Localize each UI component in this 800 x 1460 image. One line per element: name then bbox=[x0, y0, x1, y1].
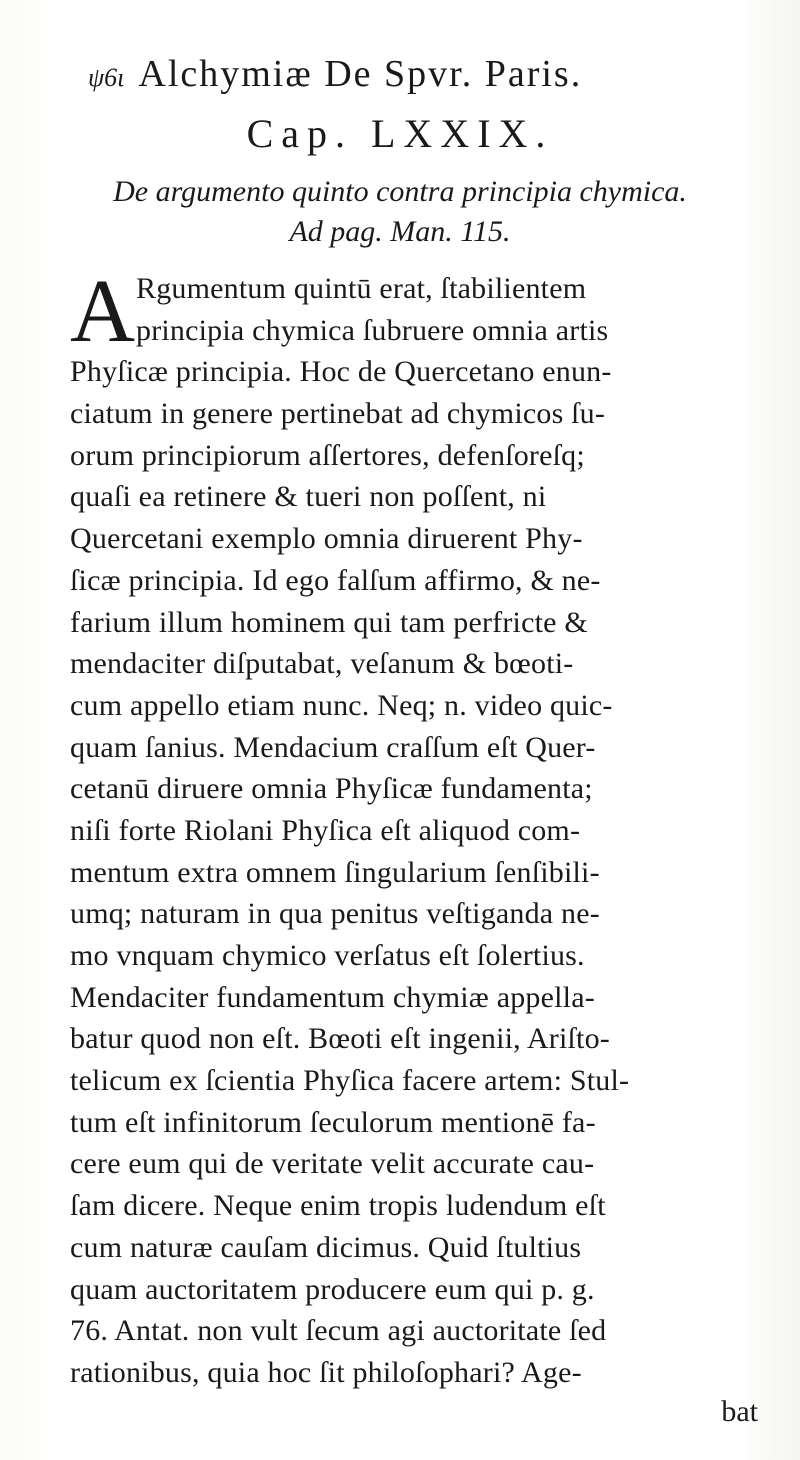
page-number: ψ6ι bbox=[88, 63, 125, 92]
text-line: tum eſt infinitorum ſeculorum mentionē fa- bbox=[70, 1105, 596, 1139]
text-line: cere eum qui de veritate velit accurate cau- bbox=[70, 1147, 595, 1181]
text-line: rationibus, quia hoc ſit philoſophari? Age- bbox=[70, 1355, 582, 1389]
body-text bbox=[70, 262, 790, 1394]
text-line: orum principiorum aſſertores, defenſoreſq; bbox=[70, 438, 585, 472]
subtitle-line-1: De argumento quinto contra principia chymica. bbox=[113, 175, 687, 208]
text-line: telicum ex ſcientia Phyſica facere artem: Stul- bbox=[70, 1064, 630, 1098]
text-line: farium illum hominem qui tam perfricte & bbox=[70, 605, 588, 639]
text-line: quam ſanius. Mendacium craſſum eſt Quer- bbox=[70, 730, 596, 764]
text-line: 76. Antat. non vult ſecum agi auctoritate ſed bbox=[70, 1314, 607, 1348]
text-line: mo vnquam chymico verſatus eſt ſolertius. bbox=[70, 939, 585, 972]
subtitle-line-2: Ad pag. Man. 115. bbox=[289, 215, 511, 248]
running-head bbox=[88, 52, 768, 96]
text-line: Mendaciter fundamentum chymiæ appella- bbox=[70, 980, 595, 1014]
text-line: ſam dicere. Neque enim tropis ludendum eſt bbox=[70, 1189, 606, 1223]
text-line: batur quod non eſt. Bœoti eſt ingenii, Ariſto- bbox=[70, 1022, 610, 1056]
text-line: ſicæ principia. Id ego falſum affirmo, & ne- bbox=[70, 563, 601, 597]
text-line: Phyſicæ principia. Hoc de Quercetano enun- bbox=[70, 355, 612, 389]
text-line: niſi forte Riolani Phyſica eſt aliquod com- bbox=[70, 813, 581, 847]
drop-cap: A bbox=[70, 262, 135, 361]
text-line: quaſi ea retinere & tueri non poſſent, ni bbox=[70, 480, 547, 514]
text-line: ciatum in genere pertinebat ad chymicos ſu- bbox=[70, 397, 606, 431]
text-line: cetanū diruere omnia Phyſicæ fundamenta; bbox=[70, 772, 593, 806]
text-line: Quercetani exemplo omnia diruerent Phy- bbox=[70, 522, 583, 556]
text-line: principia chymica ſubruere omnia artis bbox=[136, 313, 609, 347]
chapter-heading: Cap. LXXIX. bbox=[246, 111, 554, 156]
chapter-subtitle bbox=[0, 172, 800, 252]
text-line: cum appello etiam nunc. Neq; n. video quic- bbox=[70, 688, 613, 722]
text-line: Rgumentum quintū erat, ſtabilientem bbox=[136, 272, 587, 305]
text-line: mentum extra omnem ſingularium ſenſibili- bbox=[70, 855, 600, 889]
running-title: Alchymiæ De Spvr. Paris. bbox=[138, 53, 583, 95]
catchword: bat bbox=[721, 1395, 758, 1428]
text-line: mendaciter diſputabat, veſanum & bœoti- bbox=[70, 647, 574, 681]
text-line: umq; naturam in qua penitus veſtiganda ne- bbox=[70, 897, 600, 931]
text-line: quam auctoritatem producere eum qui p. g. bbox=[70, 1272, 595, 1306]
text-line: cum naturæ cauſam dicimus. Quid ſtultius bbox=[70, 1230, 582, 1264]
